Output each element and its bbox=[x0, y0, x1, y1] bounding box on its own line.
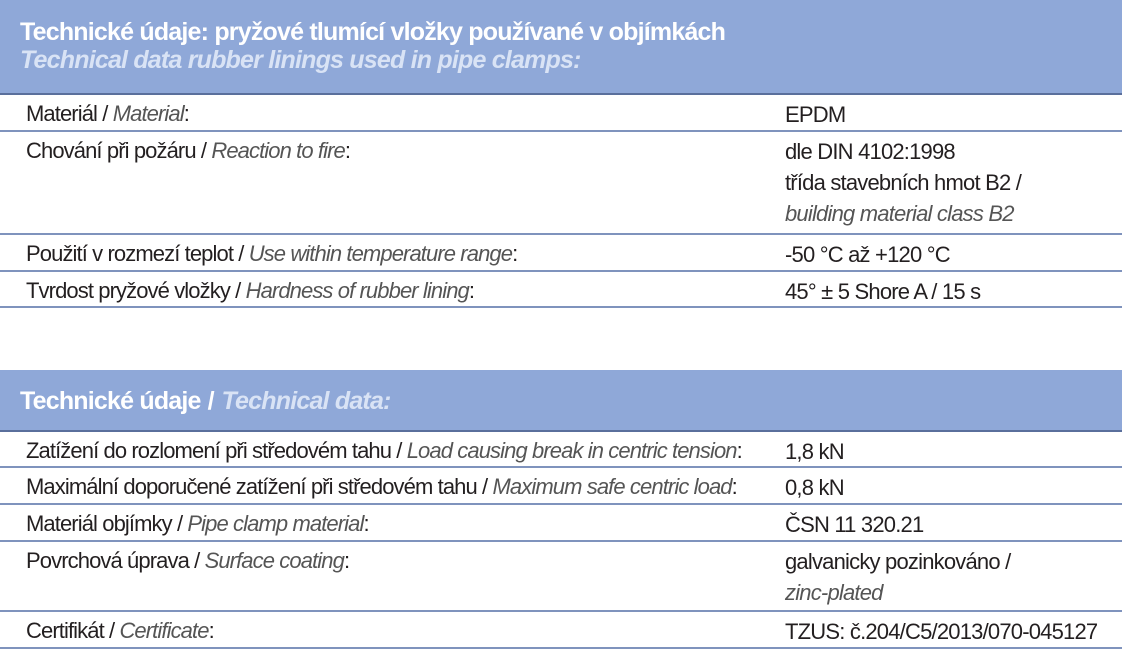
table-row-temperature-range bbox=[0, 235, 1122, 272]
row-value: 1,8 kN bbox=[785, 439, 844, 464]
rubber-linings-title-en: Technical data rubber linings used in pipe clamps: bbox=[20, 46, 581, 74]
value-line: dle DIN 4102:1998 bbox=[785, 139, 955, 164]
row-label: Použití v rozmezí teplot / Use within temperature range: bbox=[26, 241, 518, 266]
row-label: Materiál objímky / Pipe clamp material: bbox=[26, 511, 369, 536]
rubber-linings-header bbox=[0, 0, 1122, 95]
technical-data-title-cz: Technické údaje bbox=[20, 387, 201, 415]
table-row-safe-load bbox=[0, 468, 1122, 505]
row-label: Tvrdost pryžové vložky / Hardness of rubber lining: bbox=[26, 278, 475, 303]
table-row-hardness bbox=[0, 272, 1122, 308]
row-label: Materiál / Material: bbox=[26, 101, 189, 126]
technical-data-title-en: Technical data: bbox=[221, 387, 391, 415]
rubber-linings-table bbox=[0, 0, 1122, 308]
table-row-certificate bbox=[0, 612, 1122, 649]
value-line: building material class B2 bbox=[785, 201, 1014, 226]
row-value: 45° ± 5 Shore A / 15 s bbox=[785, 279, 981, 304]
row-value: ČSN 11 320.21 bbox=[785, 512, 924, 537]
table-row-clamp-material bbox=[0, 505, 1122, 542]
value-line: zinc-plated bbox=[785, 580, 883, 605]
row-value: EPDM bbox=[785, 102, 846, 127]
row-value bbox=[785, 136, 1021, 229]
table-row-break-load bbox=[0, 432, 1122, 468]
row-value: TZUS: č.204/C5/2013/070-045127 bbox=[785, 619, 1098, 644]
row-label: Povrchová úprava / Surface coating: bbox=[26, 548, 350, 573]
row-label: Maximální doporučené zatížení při středovém tahu / Maximum safe centric load: bbox=[26, 474, 737, 499]
technical-data-header bbox=[0, 370, 1122, 432]
table-row-surface-coating bbox=[0, 542, 1122, 612]
value-line: třída stavebních hmot B2 / bbox=[785, 170, 1022, 195]
value-line: galvanicky pozinkováno / bbox=[785, 549, 1011, 574]
rubber-linings-title-cz: Technické údaje: pryžové tlumící vložky používané v objímkách bbox=[20, 18, 726, 46]
row-value: -50 °C až +120 °C bbox=[785, 242, 950, 267]
technical-data-table bbox=[0, 370, 1122, 649]
row-value: 0,8 kN bbox=[785, 475, 844, 500]
row-label: Zatížení do rozlomení při středovém tahu / Load causing break in centric tension: bbox=[26, 438, 742, 463]
title-separator: / bbox=[200, 387, 222, 415]
table-row-reaction-to-fire bbox=[0, 132, 1122, 235]
row-label: Certifikát / Certificate: bbox=[26, 618, 214, 643]
table-row-material bbox=[0, 95, 1122, 132]
row-value bbox=[785, 546, 1010, 608]
row-label: Chování při požáru / Reaction to fire: bbox=[26, 138, 351, 163]
